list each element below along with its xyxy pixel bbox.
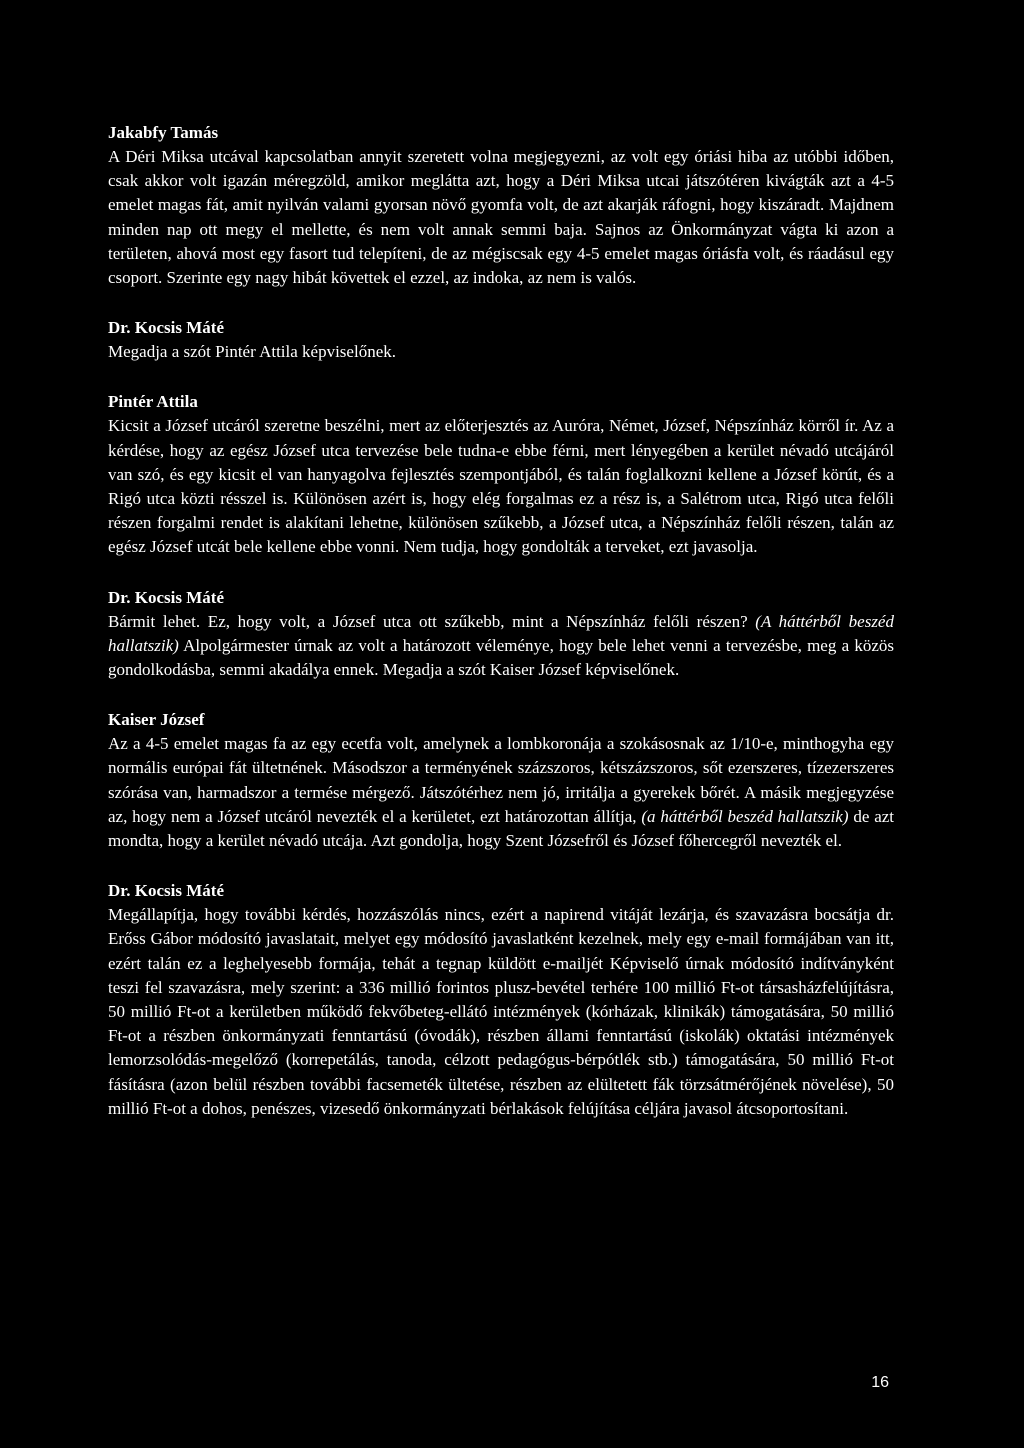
speech-text: Megadja a szót Pintér Attila képviselőnek. [108,342,396,362]
speech-text-part: Bármit lehet. Ez, hogy volt, a József utca ott szűkebb, mint a Népszínház felőli részen? [108,611,756,631]
speaker-name: Dr. Kocsis Máté [108,587,224,607]
speech-block-kocsis-1 [108,316,894,364]
speaker-name: Dr. Kocsis Máté [108,881,224,901]
speaker-name: Jakabfy Tamás [108,123,219,142]
speech-text: Megállapítja, hogy további kérdés, hozzászólás nincs, ezért a napirend vitáját lezárja, és szavazásra bocsátja dr. Erőss Gábor módosító javaslatait, melyet egy módosító javaslatként kezelnek, mely egy e-mail formájában van itt, ezért talán ez a leghelyesebb formája, tehát a tegnap küldött e-mailjét Képviselő úrnak módosító indítványként teszi fel szavazásra, mely szerint: a 336 millió forintos plusz-bevétel terhére 100 millió Ft-ot társasházfelújításra, 50 millió Ft-ot a kerületben működő fekvőbeteg-ellátó intézmények (kórházak, klinikák) támogatására, 50 millió Ft-ot a részben önkormányzati fenntartású (óvodák), részben állami fenntartású (iskolák) oktatási intézmények lemorzsolódás-megelőző (korrepetálás, tanoda, célzott pedagógus-bérpótlék stb.) támogatására, 50 millió Ft-ot fásításra (azon belül részben további facsemeték ültetése, részben az elültetett fák törzsátmérőjének növelése), 50 millió Ft-ot a dohos, penészes, vizesedő önkormányzati bérlakások felújítása céljára javasol átcsoportosítani. [108,905,894,1118]
speech-block-kaiser [108,708,894,853]
speech-text-part: de azt mondta, hogy a kerület névadó utcája. Azt gondolja, hogy Szent Józsefről és József főhercegről nevezték el. [108,806,895,851]
speech-text [108,732,894,853]
speaker-name: Kaiser József [108,710,205,730]
stage-direction: (A háttérből beszéd hallatszik) [108,611,894,655]
speech-block-kocsis-3 [108,879,894,1121]
stage-direction: (a háttérből beszéd hallatszik) [641,806,849,826]
speech-text: A Déri Miksa utcával kapcsolatban annyit szeretett volna megjegyezni, az volt egy óriási hiba az utóbbi időben, csak akkor volt igazán méregzöld, amikor meglátta azt, hogy a Déri Miksa utcai játszótéren kivágták azt a 4-5 emelet magas fát, amit nyilván valami gyorsan növő gyomfa volt, de azt akarják ráfogni, hogy kiszáradt. Majdnem minden nap ott megy el mellette, és nem volt annak semmi baja. Sajnos az Önkormányzat vágta ki azon a területen, ahová most egy fasort tud telepíteni, de az mégiscsak egy 4-5 emelet magas óriásfa volt, és ráadásul egy csoport. Szerinte egy nagy hibát követtek el ezzel, az indoka, az nem is valós. [108,147,894,288]
document-page [108,121,894,1147]
speech-text-part: Alpolgármester úrnak az volt a határozott véleménye, hogy bele lehet venni a tervezésbe, meg a közös gondolkodásba, semmi akadálya ennek. Megadja a szót Kaiser József képviselőnek. [108,635,894,680]
page-number: 16 [871,1374,889,1391]
speech-block-jakabfy [108,121,894,290]
speech-text-part: Az a 4-5 emelet magas fa az egy ecetfa volt, amelynek a lombkoronája a szokásosnak az 1/10-e, minthogyha egy normális európai fát ültetnének. Másodszor a terményének százszoros, kétszázszoros, sőt ezerszeres, tízezerszeres szórása van, harmadszor a termése mérgező. Játszótérhez nem jó, irritálja a gyerekek bőrét. A másik megjegyzése az, hogy nem a József utcáról nevezték el a kerületet, ezt határozottan állítja, [108,734,894,826]
speaker-name: Pintér Attila [108,392,198,412]
speaker-name: Dr. Kocsis Máté [108,318,224,338]
speech-block-kocsis-2 [108,586,894,683]
speech-text: Kicsit a József utcáról szeretne beszélni, mert az előterjesztés az Auróra, Német, József, Népszínház körről ír. Az a kérdése, hogy az egész József utca tervezése bele tudna-e ebbe férni, mert lényegében a kerület névadó utcájáról van szó, és egy kicsit el van hanyagolva fejlesztés szempontjából, és talán foglalkozni kellene a József körút, és a Rigó utca közti résszel is. Különösen azért is, hogy elég forgalmas ez a rész is, a Salétrom utca, Rigó utca felőli részen forgalmi rendet is alakítani lehetne, különösen szűkebb, a József utca, a Népszínház felőli részen, talán az egész József utcát bele kellene ebbe vonni. Nem tudja, hogy gondolták a terveket, ezt javasolja. [108,416,894,557]
speech-text [108,610,894,683]
speech-block-pinter [108,390,894,559]
